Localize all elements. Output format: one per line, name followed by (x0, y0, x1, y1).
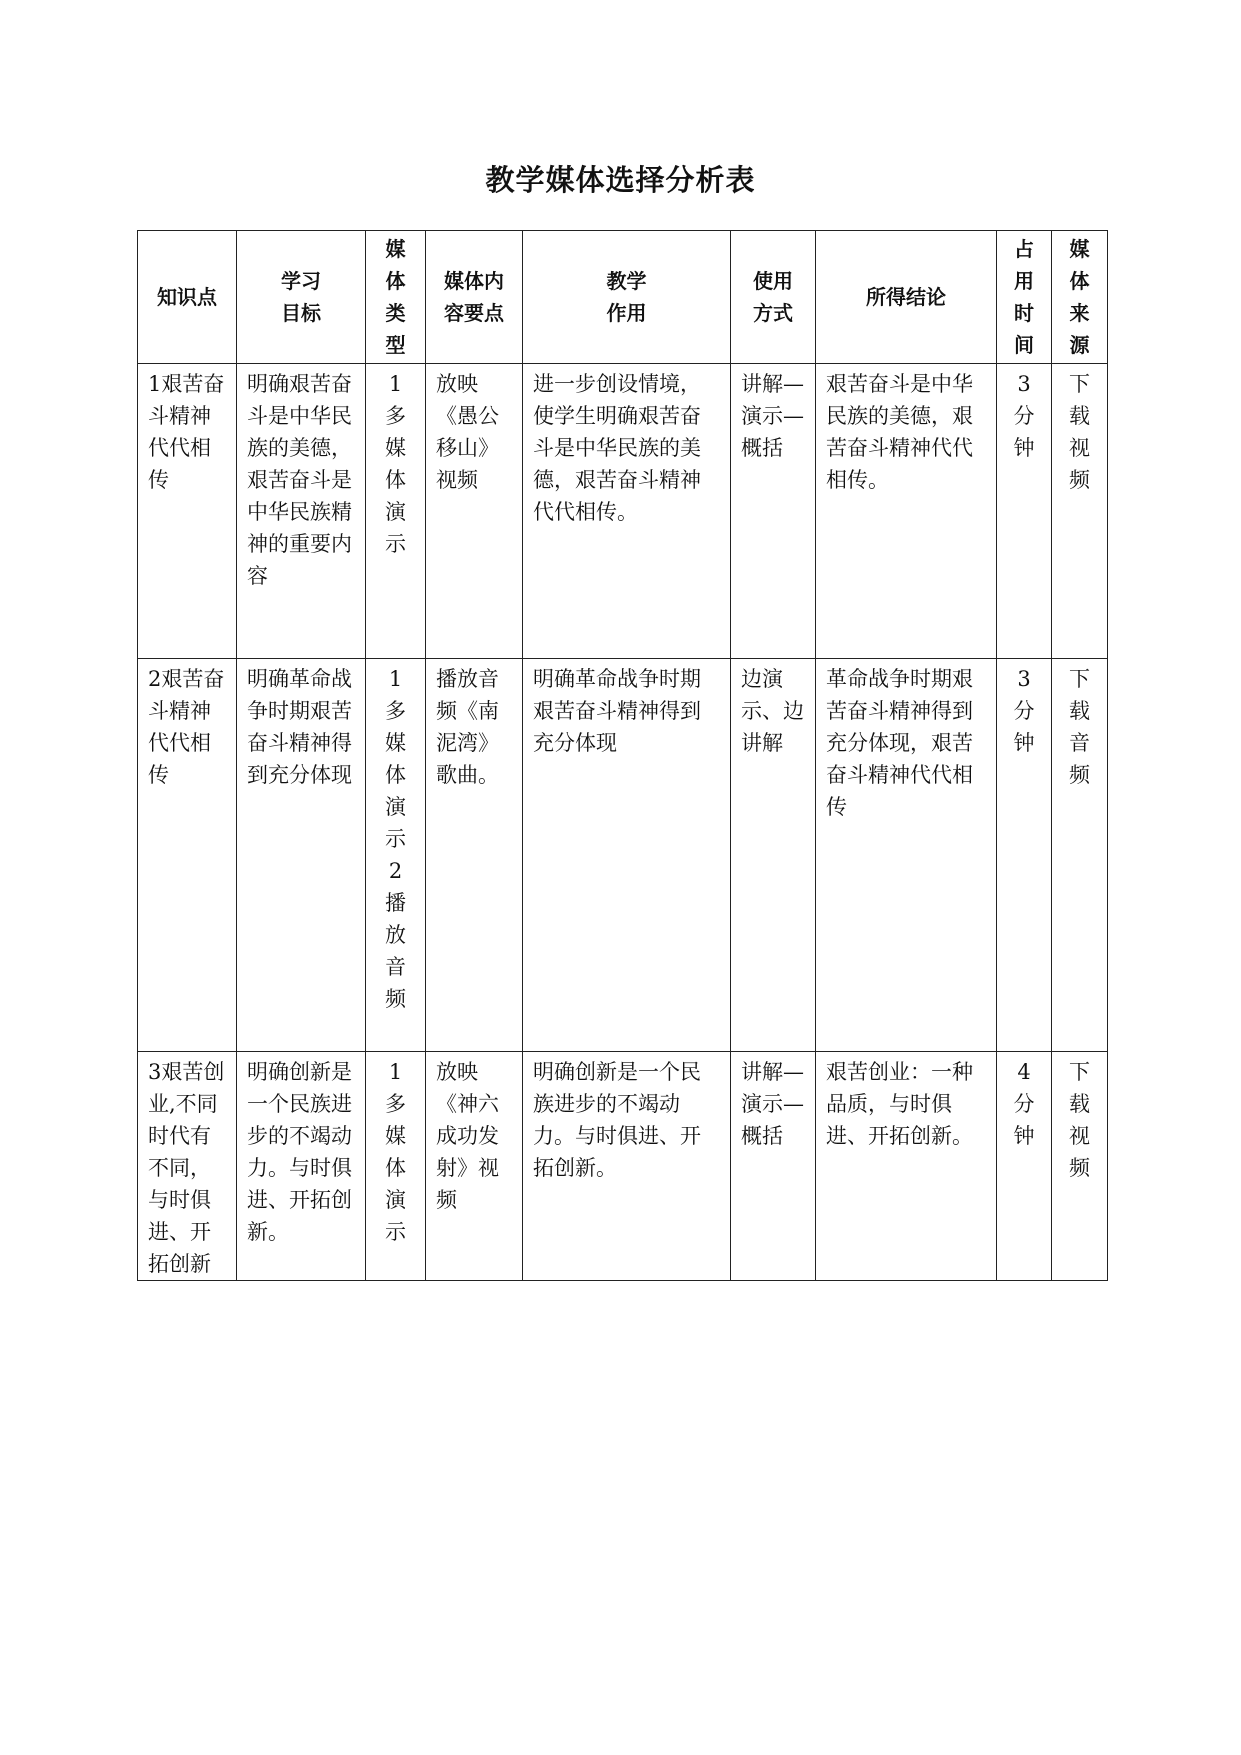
header-role: 教学 作用 (523, 231, 731, 364)
media-analysis-table (137, 230, 1108, 1281)
cell-media-type-text: 1多媒体演示 (385, 372, 406, 556)
table-row (138, 364, 1108, 659)
cell-source (1052, 364, 1108, 659)
cell-time-text: 3分钟 (1013, 667, 1035, 755)
cell-usage: 讲解—演示—概括 (731, 1052, 816, 1281)
header-goal: 学习 目标 (237, 231, 366, 364)
cell-media-type (366, 364, 426, 659)
header-media-type (366, 231, 426, 364)
cell-source-text: 下载音频 (1069, 667, 1090, 787)
cell-media-type (366, 1052, 426, 1281)
cell-conclusion: 艰苦创业：一种品质，与时俱进、开拓创新。 (816, 1052, 997, 1281)
cell-content: 放映《神六成功发射》视频 (426, 1052, 523, 1281)
header-source-label: 媒体来源 (1069, 237, 1090, 357)
header-time (997, 231, 1052, 364)
header-usage: 使用 方式 (731, 231, 816, 364)
cell-media-type (366, 659, 426, 1052)
header-content: 媒体内 容要点 (426, 231, 523, 364)
cell-goal: 明确革命战争时期艰苦奋斗精神得到充分体现 (237, 659, 366, 1052)
cell-conclusion: 艰苦奋斗是中华民族的美德，艰苦奋斗精神代代相传。 (816, 364, 997, 659)
cell-source-text: 下载视频 (1069, 1060, 1090, 1180)
header-time-label: 占用时间 (1014, 237, 1034, 357)
cell-source (1052, 659, 1108, 1052)
cell-time (997, 1052, 1052, 1281)
table-row (138, 659, 1108, 1052)
cell-goal: 明确艰苦奋斗是中华民族的美德，艰苦奋斗是中华民族精神的重要内容 (237, 364, 366, 659)
cell-time-text: 4分钟 (1013, 1060, 1035, 1148)
header-row (138, 231, 1108, 364)
cell-usage: 边演示、边讲解 (731, 659, 816, 1052)
cell-knowledge: 1艰苦奋斗精神代代相传 (138, 364, 237, 659)
header-knowledge: 知识点 (138, 231, 237, 364)
header-media-type-label: 媒体类型 (385, 237, 406, 357)
cell-usage: 讲解—演示—概括 (731, 364, 816, 659)
cell-time (997, 659, 1052, 1052)
page-title: 教学媒体选择分析表 (485, 163, 756, 197)
header-conclusion: 所得结论 (816, 231, 997, 364)
header-source (1052, 231, 1108, 364)
cell-conclusion: 革命战争时期艰苦奋斗精神得到充分体现，艰苦奋斗精神代代相传 (816, 659, 997, 1052)
cell-knowledge: 2艰苦奋斗精神代代相传 (138, 659, 237, 1052)
cell-media-type-text: 1多媒体演示 (385, 1060, 406, 1244)
table-row (138, 1052, 1108, 1281)
cell-role: 明确创新是一个民族进步的不竭动力。与时俱进、开拓创新。 (523, 1052, 731, 1281)
cell-source (1052, 1052, 1108, 1281)
cell-source-text: 下载视频 (1069, 372, 1090, 492)
cell-time-text: 3分钟 (1013, 372, 1035, 460)
cell-role: 进一步创设情境，使学生明确艰苦奋斗是中华民族的美德，艰苦奋斗精神代代相传。 (523, 364, 731, 659)
cell-content: 播放音频《南泥湾》歌曲。 (426, 659, 523, 1052)
cell-role: 明确革命战争时期艰苦奋斗精神得到充分体现 (523, 659, 731, 1052)
cell-media-type-text: 1多媒体演示2播放音频 (385, 667, 406, 1011)
cell-knowledge: 3艰苦创业,不同时代有不同，与时俱进、开拓创新 (138, 1052, 237, 1281)
cell-time (997, 364, 1052, 659)
cell-content: 放映《愚公移山》视频 (426, 364, 523, 659)
cell-goal: 明确创新是一个民族进步的不竭动力。与时俱进、开拓创新。 (237, 1052, 366, 1281)
